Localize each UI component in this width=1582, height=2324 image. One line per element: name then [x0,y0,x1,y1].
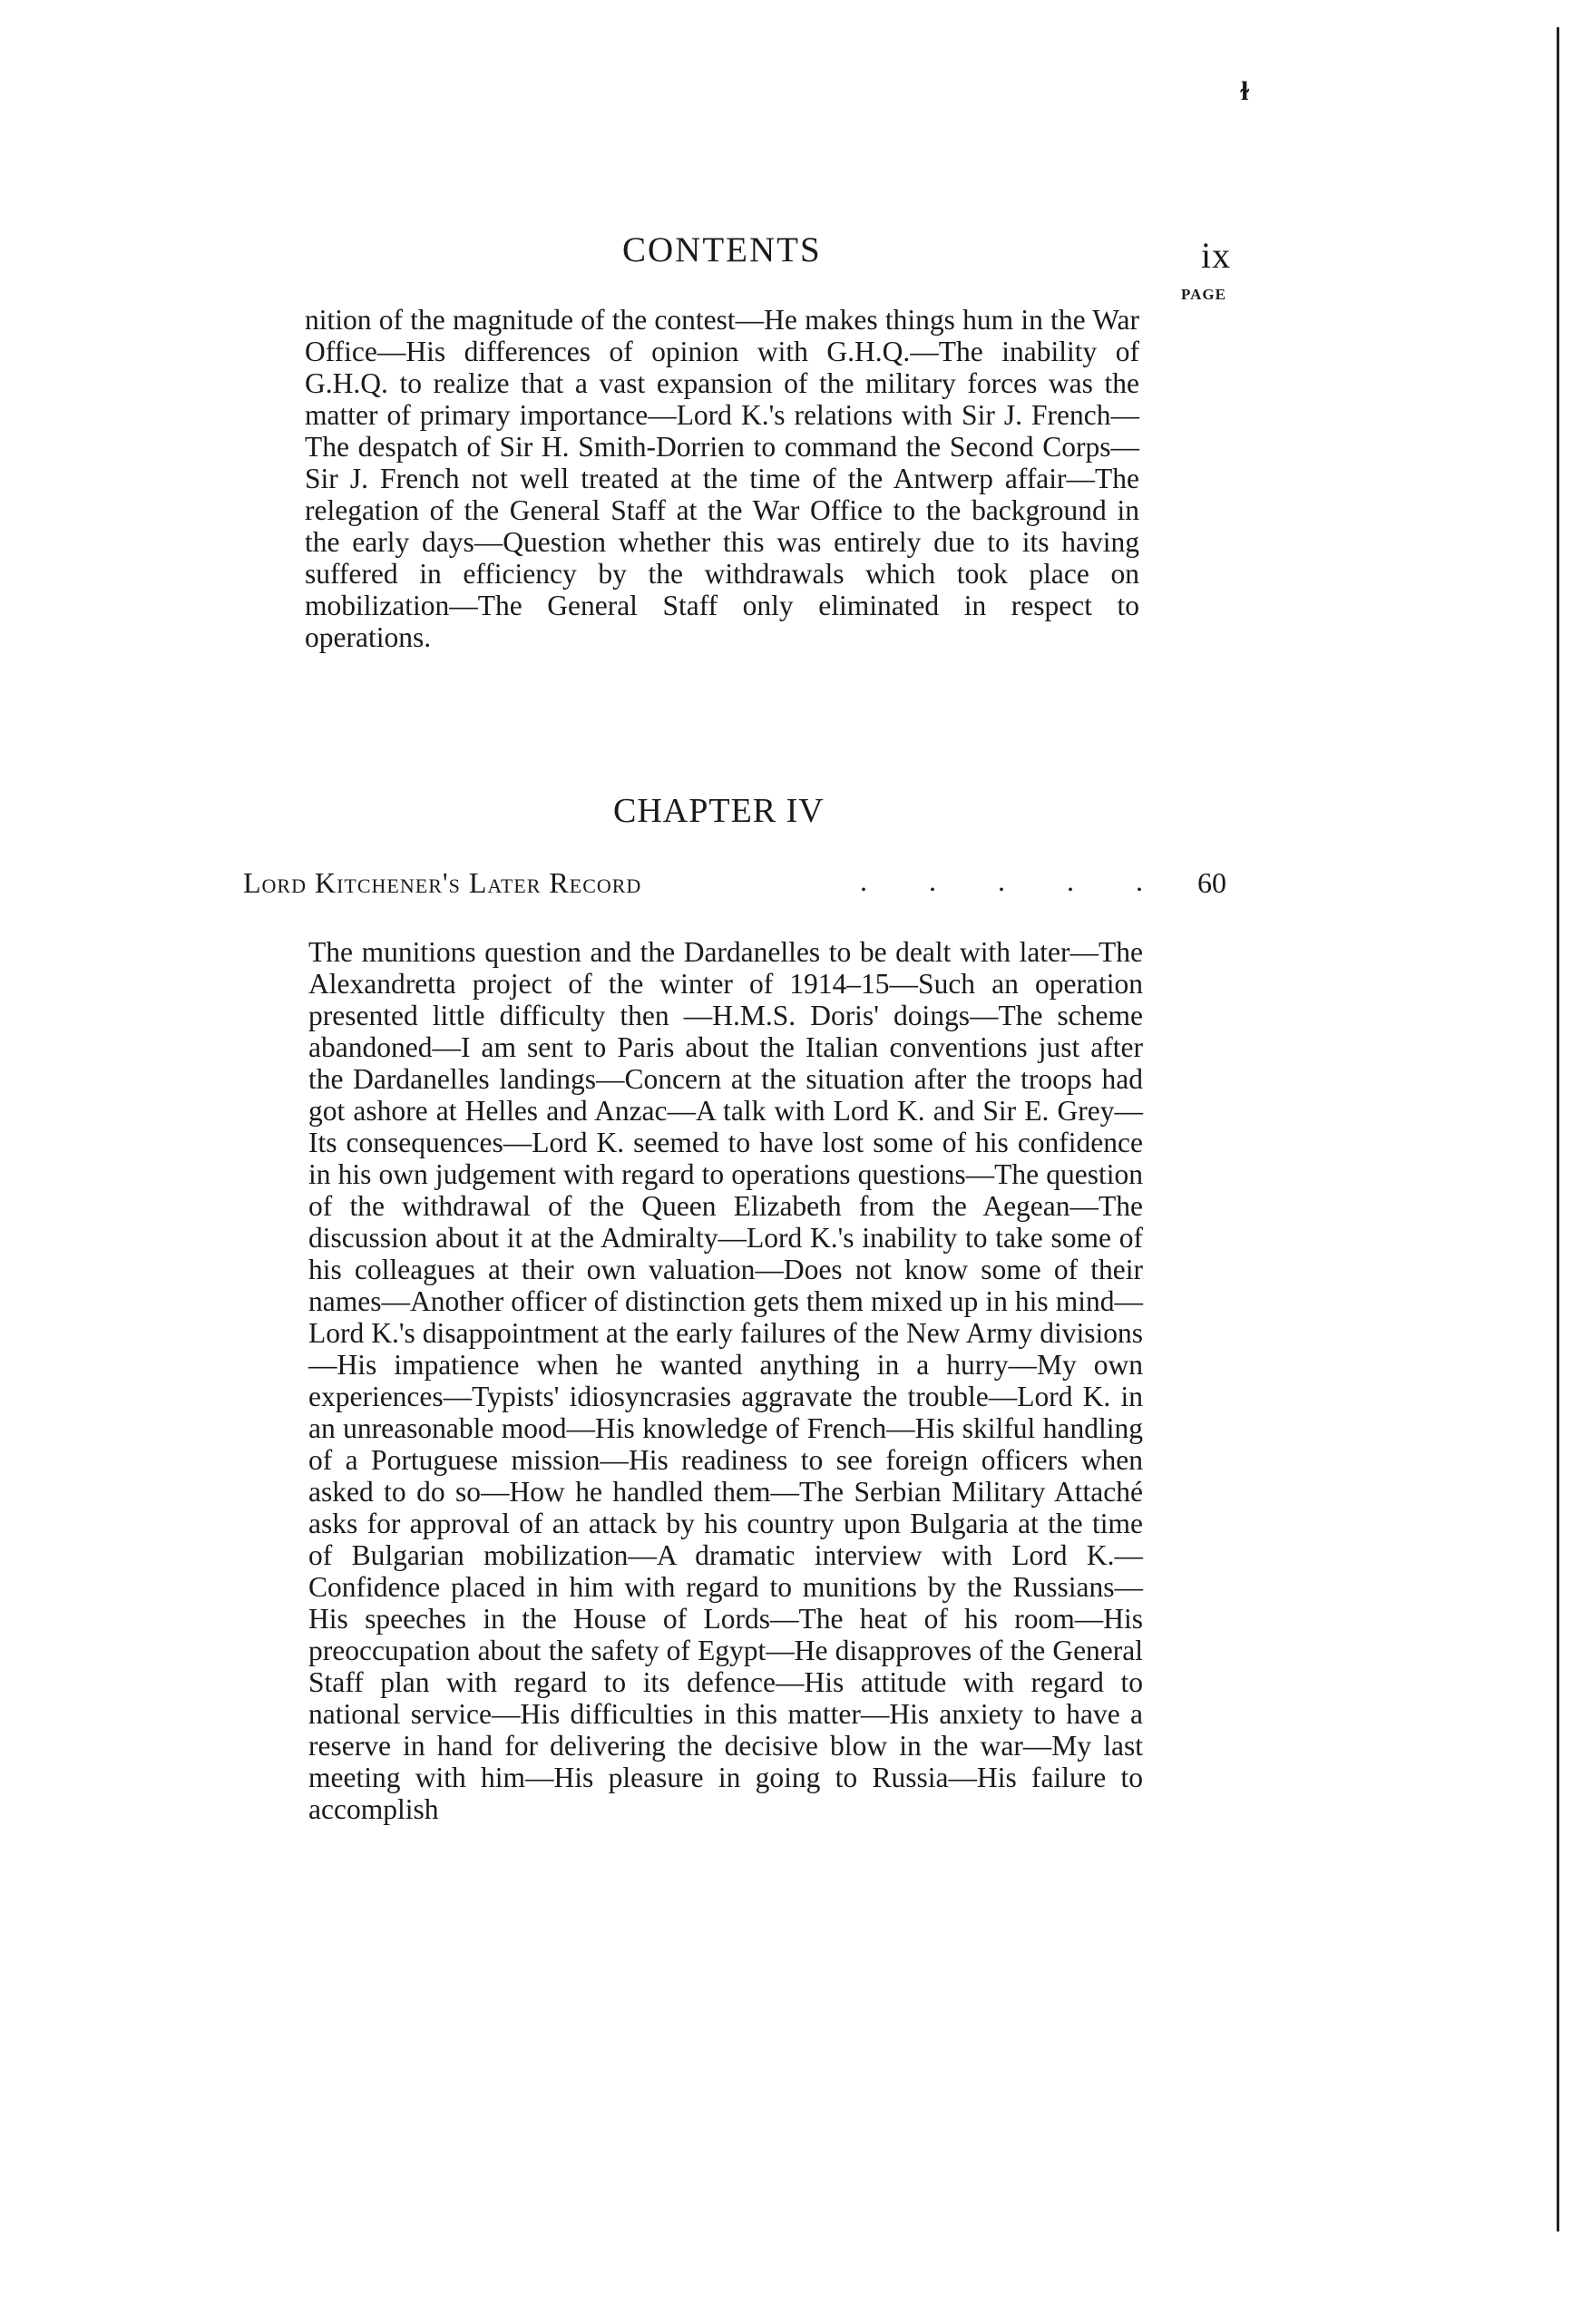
chapter-iii-synopsis-continuation: nition of the magnitude of the contest—He makes things hum in the War Office—His differences of opinion with G.H.Q.—The inability of G.H.Q. to realize that a vast expansion of the military forces was the matter of primary importance—Lord K.'s relations with Sir J. French—The despatch of Sir H. Smith-Dorrien to command the Second Corps—Sir J. French not well treated at the time of the Antwerp affair—The relegation of the General Staff at the War Office to the background in the early days—Question whether this was entirely due to its having suffered in efficiency by the withdrawals which took place on mobilization—The General Staff only eliminated in respect to operations. [305,304,1139,653]
chapter-heading: CHAPTER IV [613,792,825,830]
page-edge-rule [1557,27,1559,2231]
toc-entry-title: Lord Kitchener's Later Record [243,866,642,899]
toc-entry-leader: . . . . . [860,864,1170,897]
toc-entry [243,866,1245,903]
toc-entry-page: 60 [1197,866,1226,899]
page-number: ix [1201,235,1232,276]
printer-mark: ɫ [1241,76,1249,106]
chapter-iv-synopsis: The munitions question and the Dardanelles to be dealt with later—The Alexandretta project of the winter of 1914–15—Such an operation presented little difficulty then —H.M.S. Doris' doings—The scheme abandoned—I am sent to Paris about the Italian conventions just after the Dardanelles landings—Concern at the situation after the troops had got ashore at Helles and Anzac—A talk with Lord K. and Sir E. Grey—Its consequences—Lord K. seemed to have lost some of his confidence in his own judgement with regard to operations questions—The question of the withdrawal of the Queen Elizabeth from the Aegean—The discussion about it at the Admiralty—Lord K.'s inability to take some of his colleagues at their own valuation—Does not know some of their names—Another officer of distinction gets them mixed up in his mind—Lord K.'s disappointment at the early failures of the New Army divisions—His impatience when he wanted anything in a hurry—My own experiences—Typists' idiosyncrasies aggravate the trouble—Lord K. in an unreasonable mood—His knowledge of French—His skilful handling of a Portuguese mission—His readiness to see foreign officers when asked to do so—How he handled them—The Serbian Military Attaché asks for approval of an attack by his country upon Bulgaria at the time of Bulgarian mobilization—A dramatic interview with Lord K.—Confidence placed in him with regard to munitions by the Russians—His speeches in the House of Lords—The heat of his room—His preoccupation about the safety of Egypt—He disapproves of the General Staff plan with regard to its defence—His attitude with regard to national service—His difficulties in this matter—His anxiety to have a reserve in hand for delivering the decisive blow in the war—My last meeting with him—His pleasure in going to Russia—His failure to accomplish [308,936,1143,1825]
running-head: CONTENTS [622,230,822,269]
page-column-label: PAGE [1181,286,1226,303]
